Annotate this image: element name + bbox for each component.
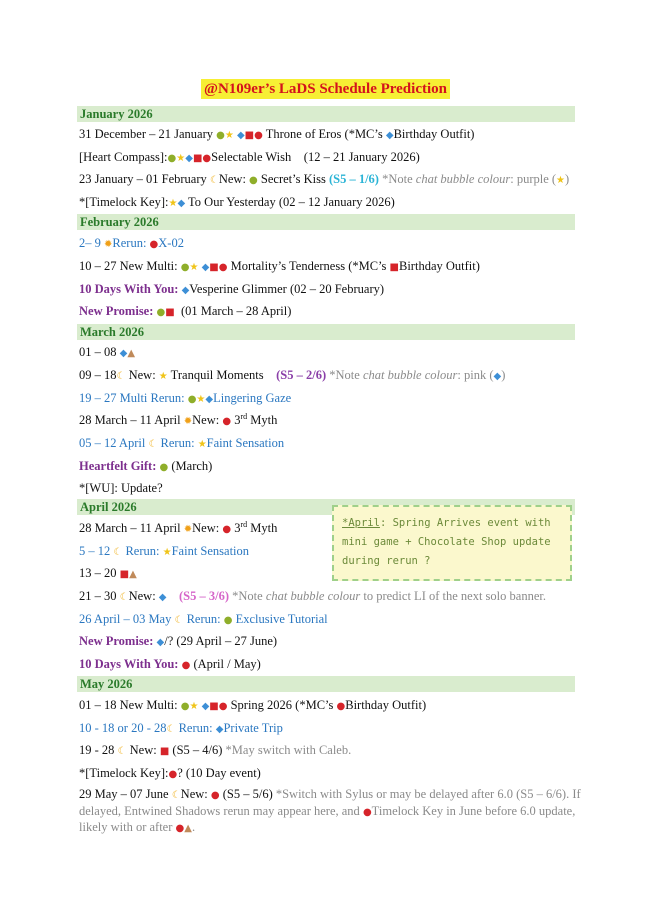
text-run: 19 - 28 xyxy=(79,743,115,757)
apple-icon: ● xyxy=(181,660,191,671)
section-may: May 2026 xyxy=(77,676,575,692)
mar-line-4 xyxy=(79,412,579,428)
fish-icon: ◆ xyxy=(158,592,167,603)
may-line-4 xyxy=(79,765,579,781)
text-run: *[WU]: Update? xyxy=(79,481,163,495)
text-run: Lingering Gaze xyxy=(213,391,292,405)
crescent-moon-icon: ☾ xyxy=(174,615,184,626)
text-run: 2– 9 xyxy=(79,236,101,250)
fish-icon: ◆ xyxy=(201,262,210,273)
cake-icon: ▲ xyxy=(184,823,192,834)
jan-line-2 xyxy=(79,149,579,165)
text-run: New: xyxy=(128,368,156,382)
fish-icon: ◆ xyxy=(181,285,190,296)
star-icon: ★ xyxy=(189,262,199,273)
text-run: 05 – 12 April xyxy=(79,436,146,450)
car-icon: ■ xyxy=(209,262,219,273)
jan-line-1 xyxy=(79,126,579,142)
text-run: Throne of Eros (*MC’s xyxy=(265,127,386,141)
sticky-note xyxy=(332,505,572,581)
pear-icon: ● xyxy=(167,153,177,164)
sun-icon: ✹ xyxy=(183,524,193,535)
text-run: 01 – 18 New Multi: xyxy=(79,698,178,712)
text-run: Rerun: xyxy=(186,612,221,626)
text-run: 31 December – 21 January xyxy=(79,127,213,141)
apple-icon: ● xyxy=(168,769,178,780)
text-run xyxy=(232,589,546,603)
star-icon: ★ xyxy=(176,153,186,164)
text-run: New: xyxy=(192,413,220,427)
text-run: Exclusive Tutorial xyxy=(235,612,328,626)
text-run: : pink ( xyxy=(457,368,494,382)
text-run: (12 – 21 January 2026) xyxy=(303,150,420,164)
text-run: ) xyxy=(565,172,570,186)
text-run: 10 – 27 New Multi: xyxy=(79,259,178,273)
section-march: March 2026 xyxy=(77,324,575,340)
star-icon: ★ xyxy=(197,439,207,450)
text-run: Birthday Outfit) xyxy=(393,127,475,141)
text-run: 23 January – 01 February xyxy=(79,172,207,186)
text-run: ? (10 Day event) xyxy=(177,766,261,780)
pear-icon: ● xyxy=(180,701,190,712)
text-run: Timelock Key in June before 6.0 update, likely with or after xyxy=(79,803,576,834)
text-run: New Promise: xyxy=(79,304,154,318)
crescent-moon-icon: ☾ xyxy=(119,592,129,603)
text-run: 26 April – 03 May xyxy=(79,612,172,626)
mar-line-3 xyxy=(79,390,579,406)
text-run: Faint Sensation xyxy=(171,544,250,558)
fish-icon: ◆ xyxy=(185,153,193,164)
apple-icon: ● xyxy=(202,153,212,164)
text-run: 28 March – 11 April xyxy=(79,413,181,427)
star-icon: ★ xyxy=(158,371,168,382)
star-icon: ★ xyxy=(224,130,234,141)
text-run: . xyxy=(191,820,196,834)
text-run: New: xyxy=(218,172,246,186)
text-run: Rerun: xyxy=(160,436,195,450)
text-run: Heartfelt Gift: xyxy=(79,459,157,473)
text-run: (March) xyxy=(171,459,213,473)
may-line-1 xyxy=(79,697,579,713)
pear-icon: ● xyxy=(216,130,225,141)
car-icon: ■ xyxy=(165,307,175,318)
text-run: *[Timelock Key]: xyxy=(79,766,169,780)
text-run: Myth xyxy=(250,413,278,427)
text-run: (S5 – 2/6) xyxy=(276,368,327,382)
text-run: Selectable Wish xyxy=(211,150,292,164)
fish-icon: ◆ xyxy=(215,724,224,735)
jan-line-4 xyxy=(79,194,579,210)
crescent-moon-icon: ☾ xyxy=(166,724,176,735)
star-icon: ★ xyxy=(162,547,172,558)
apple-icon: ● xyxy=(336,701,346,712)
text-run: 28 March – 11 April xyxy=(79,521,181,535)
text-run: /? (29 April – 27 June) xyxy=(164,634,278,648)
car-icon: ■ xyxy=(159,746,170,757)
fish-icon: ◆ xyxy=(205,394,214,405)
text-run: (S5 – 4/6) xyxy=(172,743,223,757)
pear-icon: ● xyxy=(159,462,169,473)
may-line-5 xyxy=(79,786,584,836)
crescent-moon-icon: ☾ xyxy=(209,175,219,186)
mar-line-7 xyxy=(79,480,579,496)
text-run: Rerun: xyxy=(178,721,213,735)
text-run: To Our Yesterday (02 – 12 January 2026) xyxy=(188,195,395,209)
text-run: Spring 2026 (*MC’s xyxy=(230,698,337,712)
apple-icon: ● xyxy=(210,790,220,801)
fish-icon: ◆ xyxy=(177,198,186,209)
text-run: ) xyxy=(501,368,506,382)
mar-line-2 xyxy=(79,367,579,383)
jan-line-3 xyxy=(79,171,579,187)
may-line-2 xyxy=(79,720,579,736)
text-run: 5 – 12 xyxy=(79,544,111,558)
apple-icon: ● xyxy=(362,806,372,818)
text-run: Faint Sensation xyxy=(206,436,285,450)
text-run: *May switch with Caleb. xyxy=(225,743,352,757)
fish-icon: ◆ xyxy=(236,130,245,141)
fish-icon: ◆ xyxy=(201,701,210,712)
apple-icon: ● xyxy=(149,239,159,250)
crescent-moon-icon: ☾ xyxy=(171,790,181,801)
fish-icon: ◆ xyxy=(119,348,128,359)
text-run: New: xyxy=(192,521,220,535)
apr-line-4 xyxy=(79,588,579,604)
text-run: : purple ( xyxy=(510,172,557,186)
text-run: [Heart Compass]: xyxy=(79,150,168,164)
feb-line-1 xyxy=(79,235,579,251)
text-run: Vesperine Glimmer (02 – 20 February) xyxy=(189,282,385,296)
apple-icon: ● xyxy=(254,130,263,141)
apple-icon: ● xyxy=(218,701,228,712)
car-icon: ■ xyxy=(209,701,219,712)
text-run: 29 May – 07 June xyxy=(79,787,169,801)
text-run xyxy=(329,368,505,382)
text-run: chat bubble colour xyxy=(362,368,458,382)
text-run: 3 xyxy=(234,521,241,535)
feb-line-4 xyxy=(79,303,579,319)
car-icon: ■ xyxy=(192,153,203,164)
text-run: New: xyxy=(129,743,157,757)
text-run: Birthday Outfit) xyxy=(345,698,427,712)
text-run: (S5 – 5/6) xyxy=(222,787,273,801)
text-run: New: xyxy=(128,589,156,603)
text-run: 01 – 08 xyxy=(79,345,117,359)
pear-icon: ● xyxy=(223,615,233,626)
section-january: January 2026 xyxy=(77,106,575,122)
section-april: April 2026 xyxy=(77,499,575,515)
star-icon: ★ xyxy=(189,701,199,712)
text-run: rd xyxy=(240,519,248,529)
text-run: chat bubble colour xyxy=(265,589,361,603)
apr-line-6 xyxy=(79,633,579,649)
text-run: 10 Days With You: xyxy=(79,657,179,671)
mar-line-1 xyxy=(79,344,579,360)
apple-icon: ● xyxy=(175,823,185,834)
text-run: *Note xyxy=(329,368,360,382)
text-run: Myth xyxy=(250,521,278,535)
car-icon: ■ xyxy=(119,569,130,580)
text-run: 21 – 30 xyxy=(79,589,117,603)
pear-icon: ● xyxy=(156,307,166,318)
star-icon: ★ xyxy=(556,175,566,186)
title-row xyxy=(0,79,651,99)
text-run: *Note xyxy=(232,589,263,603)
sticky-note-text: : Spring Arrives event with mini game + Chocolate Shop update during rerun ? xyxy=(342,517,551,567)
cake-icon: ▲ xyxy=(129,569,137,580)
text-run: (S5 – 1/6) xyxy=(328,172,379,186)
pear-icon: ● xyxy=(180,262,190,273)
text-run: Tranquil Moments xyxy=(170,368,264,382)
crescent-moon-icon: ☾ xyxy=(116,371,126,382)
feb-line-2 xyxy=(79,258,579,274)
fish-icon: ◆ xyxy=(156,637,165,648)
text-run: 19 – 27 Multi Rerun: xyxy=(79,391,185,405)
text-run: Rerun: xyxy=(125,544,160,558)
apple-icon: ● xyxy=(222,416,232,427)
text-run: 13 – 20 xyxy=(79,566,117,580)
text-run: (01 March – 28 April) xyxy=(180,304,292,318)
text-run: 10 - 18 or 20 - 28 xyxy=(79,721,167,735)
sticky-note-label: *April xyxy=(342,517,380,529)
car-icon: ■ xyxy=(244,130,255,141)
feb-line-3 xyxy=(79,281,579,297)
text-run: Mortality’s Tenderness (*MC’s xyxy=(230,259,390,273)
text-run: New Promise: xyxy=(79,634,154,648)
text-run: 10 Days With You: xyxy=(79,282,179,296)
text-run: 3 xyxy=(234,413,241,427)
page-title: @N109er’s LaDS Schedule Prediction xyxy=(201,79,450,99)
fish-icon: ◆ xyxy=(385,130,394,141)
text-run: X-02 xyxy=(158,236,184,250)
fish-icon: ◆ xyxy=(493,371,502,382)
sun-icon: ✹ xyxy=(183,416,193,427)
text-run: Private Trip xyxy=(223,721,283,735)
text-run: chat bubble colour xyxy=(415,172,511,186)
crescent-moon-icon: ☾ xyxy=(148,439,158,450)
text-run: (April / May) xyxy=(193,657,261,671)
mar-line-5 xyxy=(79,435,579,451)
text-run: to predict LI of the next solo banner. xyxy=(363,589,546,603)
star-icon: ★ xyxy=(168,198,178,209)
car-icon: ■ xyxy=(389,262,399,273)
apple-icon: ● xyxy=(218,262,228,273)
text-run: Birthday Outfit) xyxy=(399,259,480,273)
section-february: February 2026 xyxy=(77,214,575,230)
pear-icon: ● xyxy=(187,394,197,405)
pear-icon: ● xyxy=(249,175,258,186)
mar-line-6 xyxy=(79,458,579,474)
star-icon: ★ xyxy=(196,394,206,405)
apple-icon: ● xyxy=(222,524,232,535)
text-run: New: xyxy=(180,787,208,801)
crescent-moon-icon: ☾ xyxy=(117,746,127,757)
text-run: *Note xyxy=(382,172,413,186)
text-run: *Switch with Sylus or may be delayed after 6.0 (S5 – 6/6). If delayed, Entwined Shadows rerun may appear here, and xyxy=(79,787,581,818)
text-run: *[Timelock Key]: xyxy=(79,195,169,209)
text-run: (S5 – 3/6) xyxy=(179,589,229,603)
text-run: 09 – 18 xyxy=(79,368,117,382)
text-run: rd xyxy=(240,411,248,421)
cake-icon: ▲ xyxy=(127,348,136,359)
sun-icon: ✹ xyxy=(104,239,113,250)
apr-line-5 xyxy=(79,611,579,627)
text-run: Secret’s Kiss xyxy=(260,172,326,186)
apr-line-7 xyxy=(79,656,579,672)
text-run: Rerun: xyxy=(112,236,147,250)
text-run xyxy=(382,172,569,186)
crescent-moon-icon: ☾ xyxy=(113,547,123,558)
may-line-3 xyxy=(79,742,579,758)
